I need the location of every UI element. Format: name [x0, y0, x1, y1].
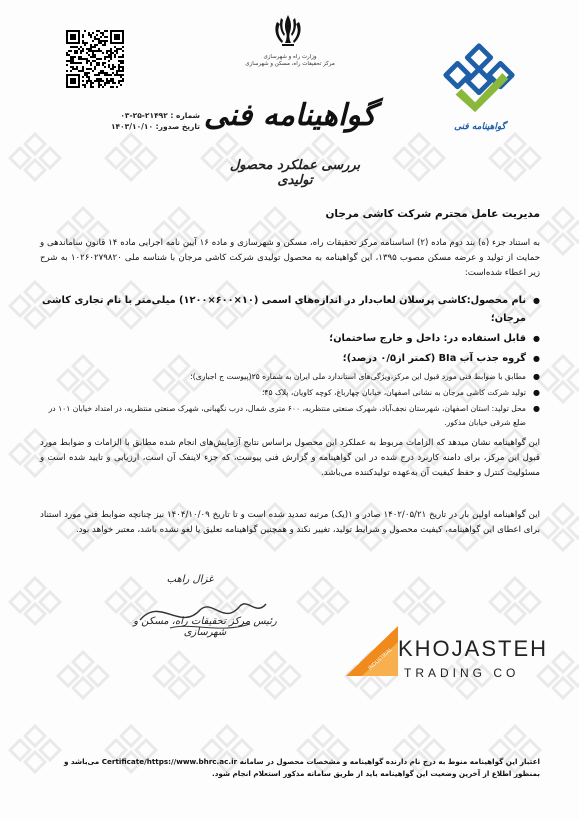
brand-name: KHOJASTEH [398, 636, 549, 661]
list-item: ● گروه جذب آب BIa (کمتر از۰/۵ درصد)؛ [40, 350, 540, 368]
watermark-icon [56, 648, 110, 702]
ministry-line-1: وزارت راه و شهرسازی [263, 54, 317, 60]
brand-band: INDUSTRIAL [367, 646, 394, 672]
certificate-meta [60, 110, 200, 132]
list-item: ● قابل استفاده در: داخل و خارج ساختمان؛ [40, 330, 540, 348]
khojasteh-logo-icon [340, 622, 402, 684]
conformity-paragraph: این گواهینامه نشان میدهد که الزامات مربوط به عملکرد این محصول براساس نتایج آزمایش‌های انجام شده مطابق با الزامات و ضوابط مورد قبول این مرکز، برای دامنه کاربرد درج شده در این گواهینامه و گزارش فنی پیوست، که جزء لاینفک آن است، ارزیابی و تایید شده است و مسئولیت کنترل و حفظ کیفیت آن به‌عهده تولیدکننده می‌باشد. [40, 438, 540, 478]
watermark-icon [536, 500, 579, 554]
watermark-icon [536, 352, 579, 406]
validity-paragraph: این گواهینامه اولین بار در تاریخ ۱۴۰۲/۰۵/۲۱ صادر و ۱(یک) مرتبه تمدید شده است و تا تاریخ ۱۴۰۴/۱۰/۰۹ نیز چنانچه ضوابط فنی مورد استناد برای اعطای این گواهینامه، کیفیت محصول و شرایط تولید، تغییر نکند و همچنین گواهینامه تعلیق یا لغو نشده باشد، معتبر خواهد بود. [40, 510, 540, 535]
watermark-icon [536, 204, 579, 258]
intro-paragraph: به استناد جزء (ه) بند دوم ماده (۲) اساسنامه مرکز تحقیقات راه، مسکن و شهرسازی و ماده ۱۶ آیین نامه اجرایی ماده ۱۴ قانون ساماندهی و حمایت از تولید و عرضه مسکن مصوب ۱۳۹۵، این گواهینامه به محصول تولیدی شرکت کاشی مرجان با شناسه ملی ۱۰۲۶۰۲۷۹۸۲۰ به شرح زیر اعطاء شده‌است: [40, 238, 541, 278]
watermark-icon [392, 574, 446, 628]
bhrc-certificate-logo-icon [440, 40, 518, 118]
watermark-icon [8, 574, 62, 628]
list-item: ● نام محصول:کاشی پرسلان لعاب‌دار در اندازه‌های اسمی (۱۰×۶۰۰×۱۲۰۰) میلی‌متر با نام تجاری کاشی مرجان؛ [40, 292, 540, 328]
watermark-icon [392, 130, 446, 184]
watermark-icon [248, 648, 302, 702]
issue-date: تاریخ صدور: ۱۴۰۳/۱۰/۱۰ [110, 122, 200, 131]
watermark-icon [488, 574, 542, 628]
logo-caption: گواهینامه فنی [454, 122, 506, 132]
qr-code [66, 30, 124, 88]
certificate-number: شماره : ۲۱۴۹۲-۲۵-۰۳ [120, 111, 200, 120]
watermark-icon [296, 574, 350, 628]
watermark-icon [8, 130, 62, 184]
certificate-subtitle: بررسی عملکرد محصول تولیدی [229, 158, 361, 188]
iran-emblem-icon [268, 12, 308, 52]
watermark-icon [152, 648, 206, 702]
certificate-title: گواهینامه فنی [203, 98, 377, 133]
addressee: مدیریت عامل محترم شرکت کاشی مرجان [325, 208, 540, 220]
ministry-caption [230, 54, 350, 68]
brand-subtitle: TRADING CO [404, 666, 520, 680]
list-item: ● مطابق با ضوابط فنی مورد قبول این مرکز،ویژگی‌های استاندارد ملی ایران به شماره ۲۵(پیوست ج اجباری)؛ [40, 370, 540, 384]
list-item: ● تولید شرکت کاشی مرجان به نشانی اصفهان، خیابان چهارباغ، کوچه کاویان، پلاک ۴۵؛ [40, 386, 540, 400]
signer-title: رئیس مرکز تحقیقات راه، مسکن و شهرسازی [133, 616, 277, 638]
signer-name: غزال راهب [166, 574, 214, 585]
list-item: ● محل تولید: استان اصفهان، شهرستان نجف‌آباد، شهرک صنعتی منتظریه، ۶۰۰ متری شمال، درب نگهبانی، شهرک صنعتی منتظریه، در امتداد خیابان ۱۰۱ در ضلع شرقی خیابان مذکور. [40, 402, 540, 430]
watermark-icon [488, 130, 542, 184]
ministry-line-2: مرکز تحقیقات راه، مسکن و شهرسازی [245, 61, 335, 67]
product-details-list [40, 292, 540, 432]
watermark-icon [104, 130, 158, 184]
footer-notice: اعتبار این گواهینامه منوط به درج نام دارنده گواهینامه و مشخصات محصول در سامانه Certificate/https://www.bhrc.ac.ir می‌باشد و بمنظور اطلاع از آخرین وضعیت این گواهینامه باید از طریق سامانه مذکور استعلام انجام شود. [63, 757, 540, 778]
